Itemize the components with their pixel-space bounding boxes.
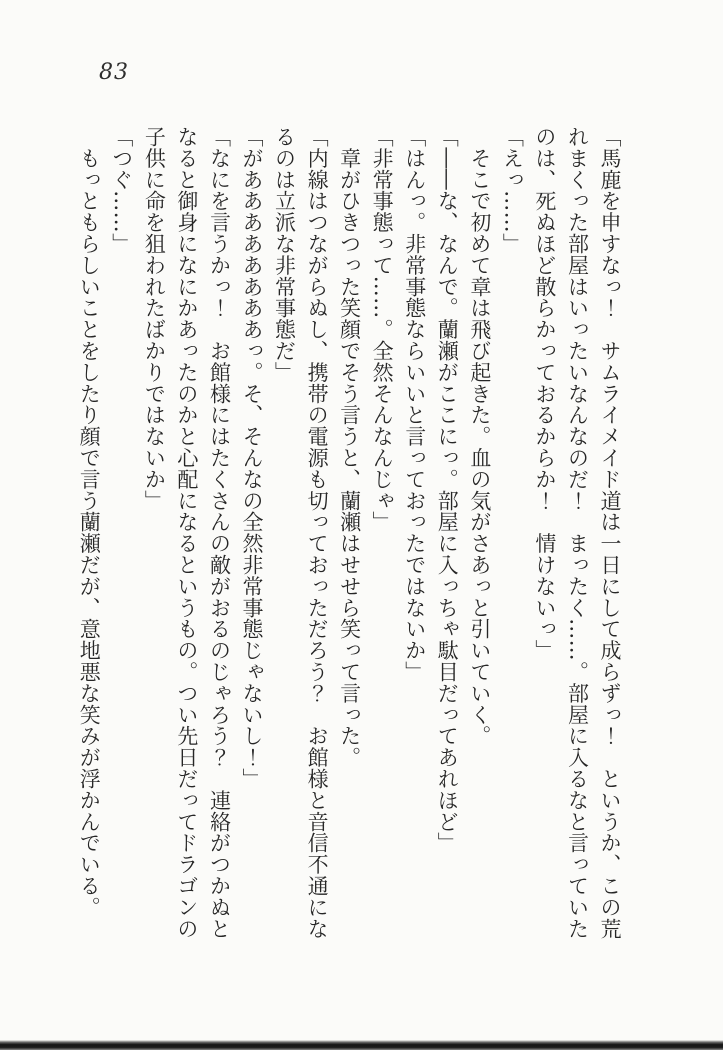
text-line: そこで初めて章は飛び起きた。血の気がさあっと引いていく。 — [467, 126, 492, 747]
text-line: もっともらしいことをしたり顔で言う蘭瀬だが、意地悪な笑みが浮かんでいる。 — [77, 126, 102, 918]
text-line: 「内線はつながらぬし、携帯の電源も切っておっただろう？ お館様と音信不通にな — [305, 126, 330, 940]
text-line: 「馬鹿を申すなっ！ サムライメイド道は一日にして成らずっ！ というか、この荒 — [598, 126, 622, 940]
text-line: のは、死ぬほど散らかっておるからか！ 情けないっ」 — [532, 126, 557, 661]
text-line: るのは立派な非常事態だ」 — [272, 126, 297, 383]
text-line: 子供に命を狙われたばかりではないか」 — [142, 126, 167, 512]
page-number: 83 — [99, 60, 129, 85]
text-line: 「なにを言うかっ！ お館様にはたくさんの敵がおるのじゃろう？ 連絡がつかぬと — [207, 126, 232, 940]
text-line: 「はんっ。非常事態ならいいと言っておったではないか」 — [402, 126, 427, 683]
text-line: 「がああああああああっ。そ、そんなの全然非常事態じゃないし！」 — [239, 126, 264, 790]
text-line: 「つぐ……」 — [109, 126, 134, 255]
text-line: 「非常事態って……。全然そんなんじゃ」 — [370, 126, 395, 533]
text-line: れまくった部屋はいったいなんなのだ！ まったく……。部屋に入るなと言っていた — [565, 126, 590, 940]
scan-bottom-edge — [0, 1040, 723, 1050]
text-line: 「えっ……」 — [500, 126, 525, 255]
text-line: 章がひきつった笑顔でそう言うと、蘭瀬はせせら笑って言った。 — [337, 126, 362, 768]
novel-text-block — [73, 126, 626, 950]
text-line: なると御身になにかあったのかと心配になるというもの。つい先日だってドラゴンの — [174, 126, 199, 940]
text-line: 「――な、なんで。蘭瀬がここにっ。部屋に入っちゃ駄目だってあれほど」 — [435, 126, 460, 854]
